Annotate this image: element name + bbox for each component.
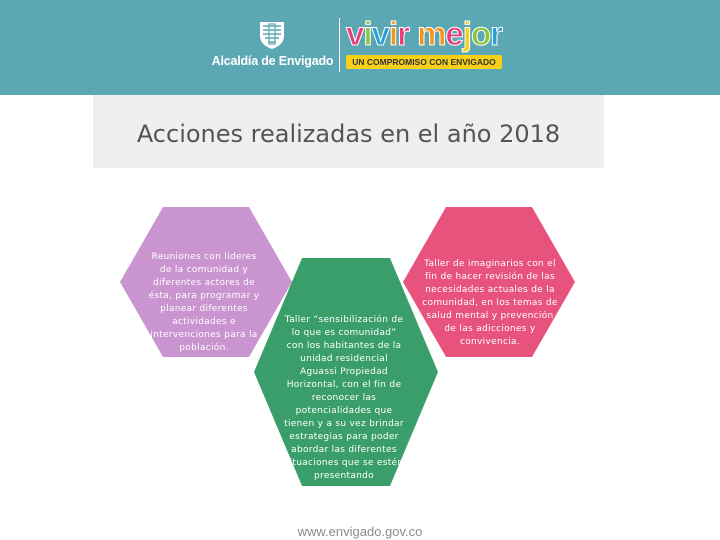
action-1-text: Reuniones con líderes de la comunidad y diferentes actores de ésta, para programar y planear diferentes actividades e intervenciones para la población. (148, 252, 260, 353)
action-3-text: Taller de imaginarios con el fin de hacer revisión de las necesidades actuales de la comunidad, en los temas de salud mental y prevención de las adicciones y convivencia. (422, 259, 558, 347)
alcaldia-logo-text: Alcaldía de Envigado (211, 54, 334, 68)
vivir-mejor-wordmark: vivir mejor (346, 15, 502, 52)
footer-url[interactable]: www.envigado.gov.co (297, 524, 423, 539)
vivir-mejor-slogan: UN COMPROMISO CON ENVIGADO (346, 55, 502, 69)
action-2-text: Taller “sensibilización de lo que es comunidad” con los habitantes de la unidad residencial Aguassi Propiedad Horizontal, con el fin de reconocer las potencialidades que tienen y a su vez brindar estrategias para poder abordar las diferentes situaciones que se estén presentando (284, 315, 404, 481)
page-title: Acciones realizadas en el año 2018 (136, 120, 561, 148)
